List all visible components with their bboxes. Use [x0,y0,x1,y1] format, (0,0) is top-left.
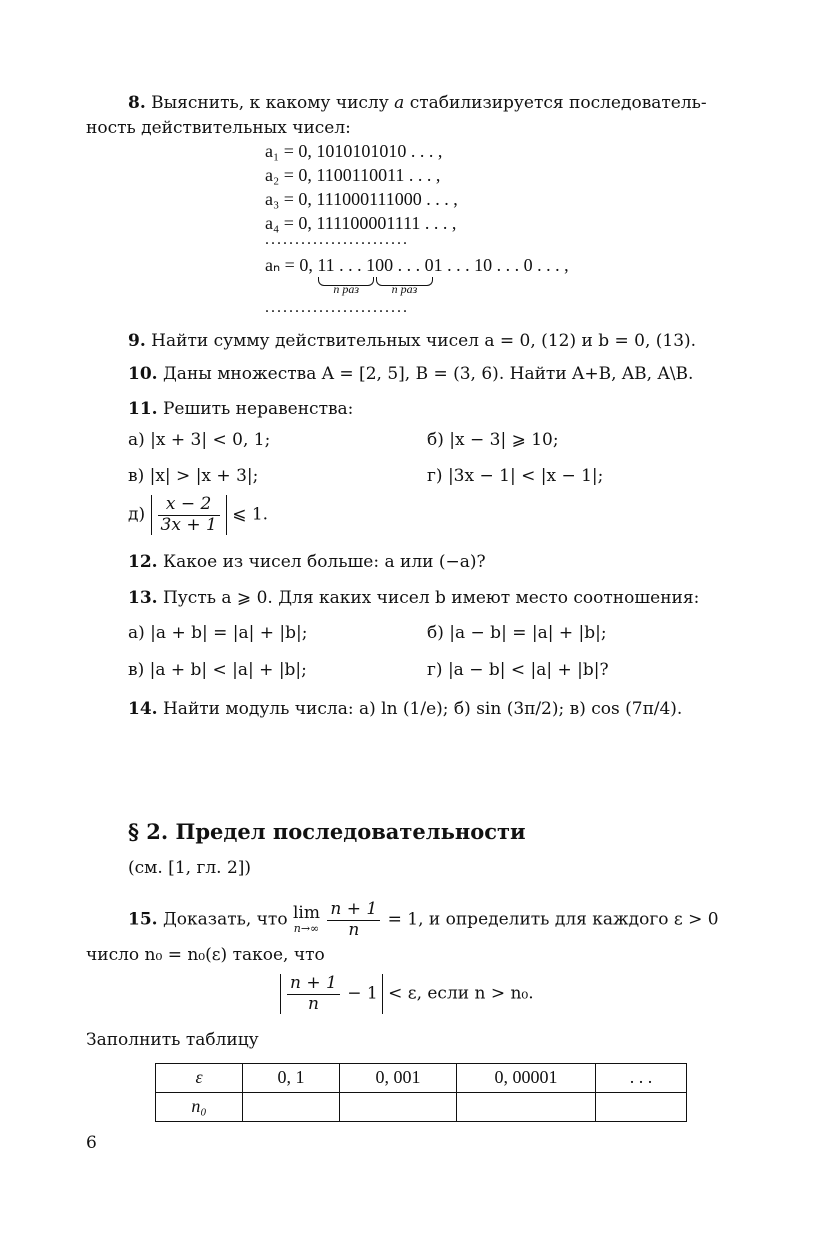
sequence-row: a₃ = 0, 111000111000 . . . , [265,189,458,209]
problem-15-display: $\frac{n + 1}{n}$ − 1 < ε, если n > n₀. [280,974,534,1014]
problem-13-v: в) |a + b| < |a| + |b|; [128,660,307,680]
problem-10: 10. Даны множества A = [2, 5], B = (3, 6). Найти A+B, AB, A\B. [128,364,694,384]
table-cell [457,1093,596,1122]
absolute-value: $\frac{n + 1}{n}$ − 1 [280,974,383,1014]
problem-15-line1: 15. Доказать, что lim n→∞ $\frac{n + 1}{n}$ = 1, и определить для каждого ε > 0 [128,899,719,940]
sequence-row: a₂ = 0, 1100110011 . . . , [265,165,441,185]
section-reference: (см. [1, гл. 2]) [128,858,252,878]
problem-14: 14. Найти модуль числа: а) ln (1/e); б) sin (3π/2); в) cos (7π/4). [128,699,683,719]
table-row [156,1093,687,1122]
table-cell: . . . [596,1064,687,1093]
problem-11-g: г) |3x − 1| < |x − 1|; [427,466,604,486]
sequence-row: a₄ = 0, 111100001111 . . . , [265,213,457,233]
problem-11-v: в) |x| > |x + 3|; [128,466,259,486]
fraction: $\frac{x - 2}{3x + 1}$ [158,495,220,535]
table-row [156,1064,687,1093]
problem-8-line2: ность действительных чисел: [86,118,351,138]
problem-12: 12. Какое из чисел больше: a или (−a)? [128,552,486,572]
problem-8-line1: 8. Выяснить, к какому числу a стабилизируется последователь- [128,93,707,113]
ellipsis-row: ........................ [265,299,409,316]
problem-13-g: г) |a − b| < |a| + |b|? [427,660,609,680]
epsilon-table [155,1063,687,1122]
problem-15-line2: число n₀ = n₀(ε) такое, что [86,945,325,965]
problem-11-b: б) |x − 3| ⩾ 10; [427,430,559,450]
problem-11-d: д) $\frac{x - 2}{3x + 1}$ ⩽ 1. [128,494,269,535]
fraction: $\frac{n + 1}{n}$ [327,900,380,940]
problem-11: 11. Решить неравенства: [128,399,354,419]
problem-13-a: а) |a + b| = |a| + |b|; [128,623,308,643]
sequence-general-term: aₙ = 0, 11 . . . 1 n раз 00 . . . 0 n раз 1 . . . 10 . . . 0 . . . , [265,255,569,296]
fraction: $\frac{n + 1}{n}$ [287,974,340,1014]
sequence-row: a₁ = 0, 1010101010 . . . , [265,141,443,161]
table-cell: 0, 1 [243,1064,340,1093]
table-cell [596,1093,687,1122]
underbrace-ones: 11 . . . 1 n раз [317,255,376,296]
ellipsis-row: ........................ [265,231,409,248]
problem-number: 8. [128,93,146,113]
table-cell [340,1093,457,1122]
limit-operator: lim n→∞ [292,903,320,936]
table-cell [243,1093,340,1122]
fill-table-instruction: Заполнить таблицу [86,1030,259,1050]
underbrace-zeros: 00 . . . 0 n раз [375,255,434,296]
page-number: 6 [86,1133,97,1153]
problem-13-b: б) |a − b| = |a| + |b|; [427,623,607,643]
problem-9: 9. Найти сумму действительных чисел a = 0, (12) и b = 0, (13). [128,331,697,351]
section-title: § 2. Предел последовательности [128,819,526,844]
absolute-value [151,495,227,535]
table-cell: 0, 001 [340,1064,457,1093]
table-cell: ε [156,1064,243,1093]
table-cell: n₀ [156,1093,243,1122]
problem-11-a: а) |x + 3| < 0, 1; [128,430,271,450]
problem-13: 13. Пусть a ⩾ 0. Для каких чисел b имеют место соотношения: [128,588,700,608]
table-cell: 0, 00001 [457,1064,596,1093]
